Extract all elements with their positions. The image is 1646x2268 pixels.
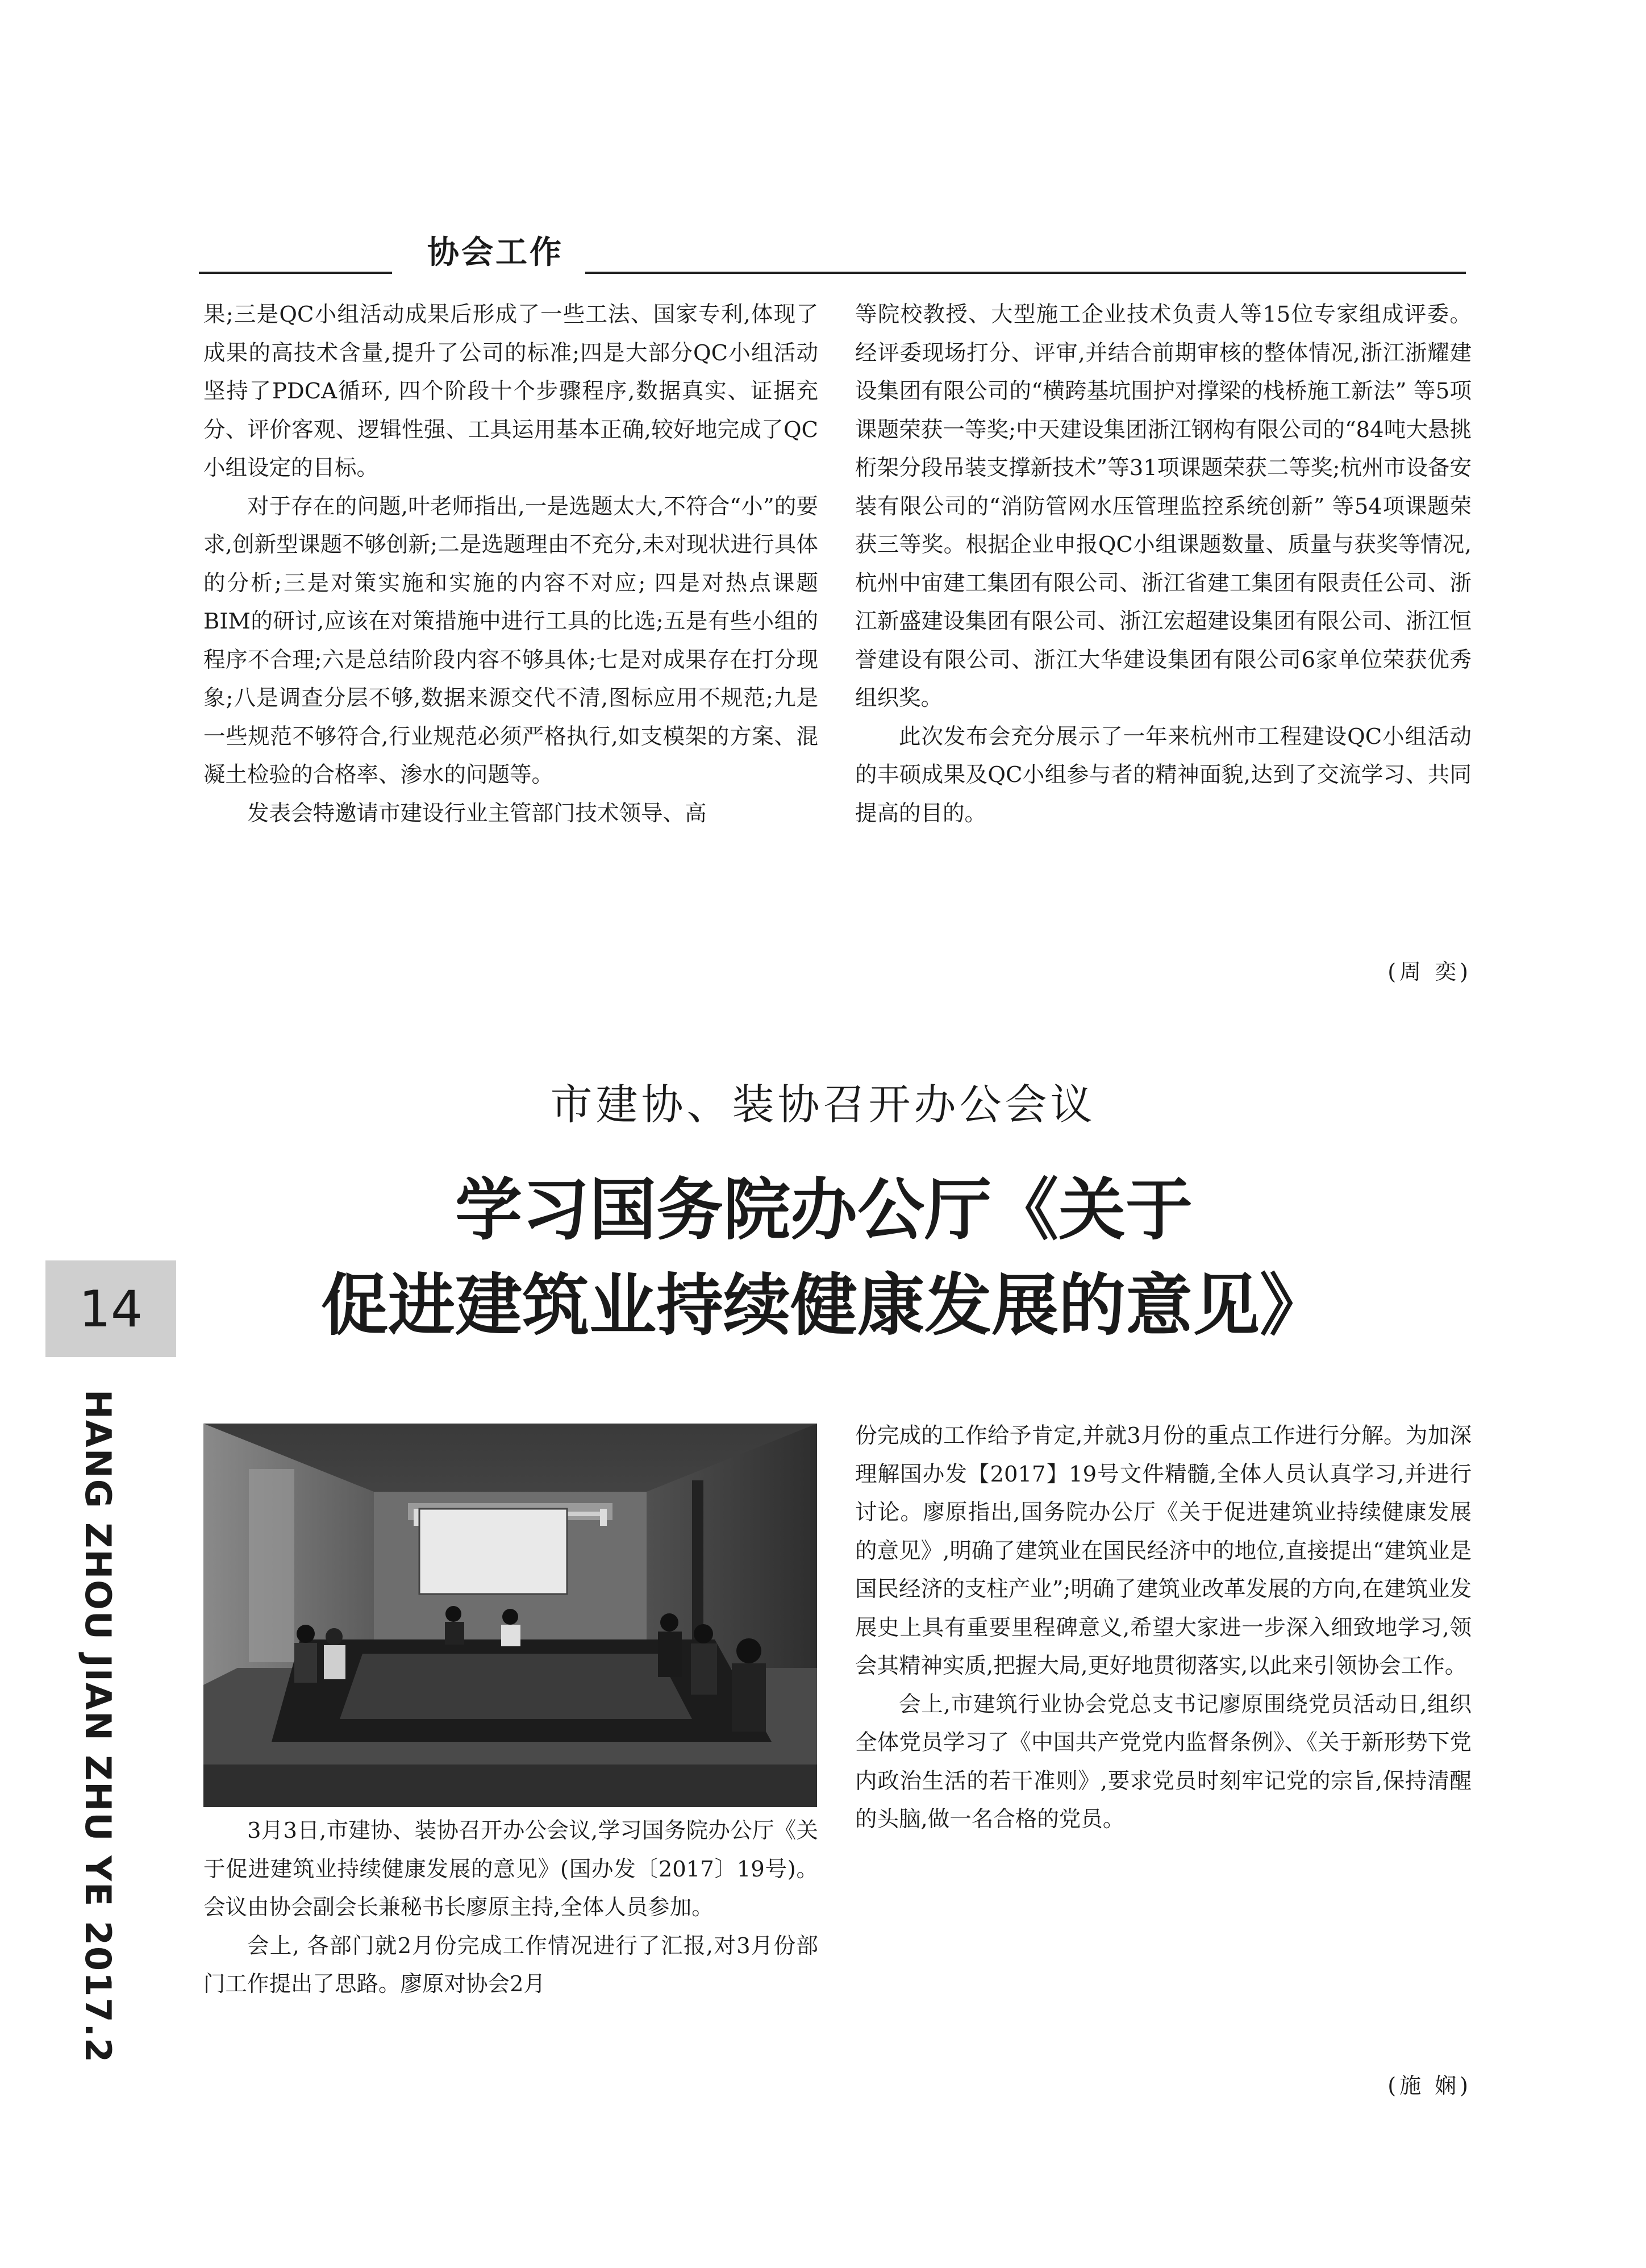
article2-right-column (855, 1417, 1472, 1839)
article2-title-line-2: 促进建筑业持续健康发展的意见》 (320, 1266, 1327, 1345)
article2-left-paragraph-2: 会上, 各部门就2月份完成工作情况进行了汇报,对3月份部门工作提出了思路。廖原对协会2月 (203, 1933, 818, 1997)
header-rule-left (199, 272, 392, 274)
article1-left-paragraph-3: 发表会特邀请市建设行业主管部门技术领导、高 (247, 800, 707, 826)
article1-left-column (203, 296, 818, 833)
article1-left-paragraph-2: 对于存在的问题,叶老师指出,一是选题太大,不符合“小”的要求,创新型课题不够创新;二是选题理由不充分,未对现状进行具体的分析;三是对策实施和实施的内容不对应; 四是对热点课题BIM的研讨,应该在对策措施中进行工具的比选;五是有些小组的程序不合理;六是总结阶段内容不够具体;七是对成果存在打分现象;八是调查分层不够,数据来源交代不清,图标应用不规范;九是一些规范不够符合,行业规范必须严格执行,如支模架的方案、混凝土检验的合格率、渗水的问题等。 (203, 493, 818, 788)
article2-left-paragraph-1: 3月3日,市建协、装协召开办公会议,学习国务院办公厅《关于促进建筑业持续健康发展的意见》(国办发〔2017〕19号)。会议由协会副会长兼秘书长廖原主持,全体人员参加。 (203, 1818, 818, 1920)
magazine-title-vertical: HANG ZHOU JIAN ZHU YE 2017.2 (77, 1389, 119, 2064)
article2-title-line-1: 学习国务院办公厅《关于 (455, 1171, 1193, 1249)
article2-left-column (203, 1812, 818, 2004)
section-label: 协会工作 (427, 234, 564, 271)
article1-right-paragraph-2: 此次发布会充分展示了一年来杭州市工程建设QC小组活动的丰硕成果及QC小组参与者的精神面貌,达到了交流学习、共同提高的目的。 (855, 723, 1472, 826)
header-rule-right (585, 272, 1466, 274)
article1-left-paragraph-1: 果;三是QC小组活动成果后形成了一些工法、国家专利,体现了成果的高技术含量,提升了公司的标准;四是大部分QC小组活动坚持了PDCA循环, 四个阶段十个步骤程序,数据真实、证据充分、评价客观、逻辑性强、工具运用基本正确,较好地完成了QC小组设定的目标。 (203, 302, 818, 481)
article2-right-paragraph-2: 会上,市建筑行业协会党总支书记廖原围绕党员活动日,组织全体党员学习了《中国共产党党内监督条例》、《关于新形势下党内政治生活的若干准则》,要求党员时刻牢记党的宗旨,保持清醒的头脑,做一名合格的党员。 (855, 1691, 1472, 1832)
article1-byline: (周 奕) (1387, 959, 1472, 984)
article2-subtitle: 市建协、装协召开办公会议 (550, 1080, 1096, 1129)
article2-title (227, 1162, 1420, 1353)
article1-right-column (855, 296, 1472, 833)
article2-right-paragraph-1: 份完成的工作给予肯定,并就3月份的重点工作进行分解。为加深理解国办发【2017】19号文件精髓,全体人员认真学习,并进行讨论。廖原指出,国务院办公厅《关于促进建筑业持续健康发展的意见》,明确了建筑业在国民经济中的地位,直接提出“建筑业是国民经济的支柱产业”;明确了建筑业改革发展的方向,在建筑业发展史上具有重要里程碑意义,希望大家进一步深入细致地学习,领会其精神实质,把握大局,更好地贯彻落实,以此来引领协会工作。 (855, 1423, 1472, 1679)
article1-right-paragraph-1: 等院校教授、大型施工企业技术负责人等15位专家组成评委。经评委现场打分、评审,并结合前期审核的整体情况,浙江浙耀建设集团有限公司的“横跨基坑围护对撑梁的栈桥施工新法” 等5项课题荣获一等奖;中天建设集团浙江钢构有限公司的“84吨大悬挑桁架分段吊装支撑新技术”等31项课题荣获二等奖;杭州市设备安装有限公司的“消防管网水压管理监控系统创新” 等54项课题荣获三等奖。根据企业申报QC小组课题数量、质量与获奖等情况,杭州中宙建工集团有限公司、浙江省建工集团有限责任公司、浙江新盛建设集团有限公司、浙江宏超建设集团有限公司、浙江恒誉建设有限公司、浙江大华建设集团有限公司6家单位荣获优秀组织奖。 (855, 302, 1472, 711)
meeting-photo (203, 1424, 817, 1807)
page-number: 14 (45, 1260, 176, 1357)
article2-byline: (施 娴) (1387, 2073, 1472, 2098)
